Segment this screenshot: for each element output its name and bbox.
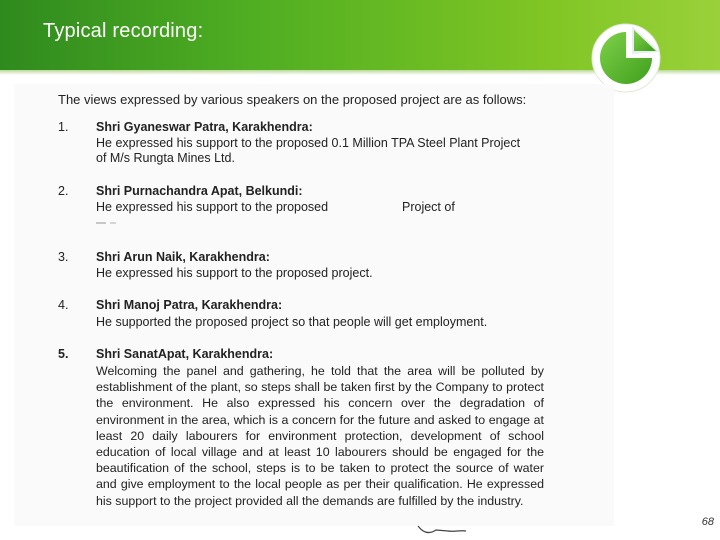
signature-mark <box>414 522 484 536</box>
scanned-document <box>14 84 614 526</box>
item-number: 5. <box>58 347 69 361</box>
item-speaker: Shri Purnachandra Apat, Belkundi: <box>96 184 303 198</box>
item-line: He expressed his support to the proposed project. <box>96 266 373 280</box>
item-speaker: Shri SanatApat, Karakhendra: <box>96 347 274 361</box>
item-number: 1. <box>58 120 69 134</box>
slide-title: Typical recording: <box>43 20 204 42</box>
item-line: of M/s Rungta Mines Ltd. <box>96 151 235 165</box>
item-number: 2. <box>58 184 69 198</box>
item-number: 4. <box>58 298 69 312</box>
document-intro: The views expressed by various speakers on the proposed project are as follows: <box>58 92 527 107</box>
page-number: 68 <box>701 516 714 528</box>
item-speaker: Shri Gyaneswar Patra, Karakhendra: <box>96 120 313 134</box>
item-number: 3. <box>58 250 69 264</box>
item-line: He expressed his support to the proposed 0.1 Million TPA Steel Plant Project <box>96 136 521 150</box>
item-speaker: Shri Arun Naik, Karakhendra: <box>96 250 270 264</box>
item-line: He expressed his support to the proposed <box>96 200 329 214</box>
item-line: Project of <box>402 200 455 214</box>
item-line: He supported the proposed project so that people will get employment. <box>96 315 488 329</box>
redacted-line <box>96 220 456 226</box>
item-speaker: Shri Manoj Patra, Karakhendra: <box>96 298 283 312</box>
item-paragraph: Welcoming the panel and gathering, he told that the area will be polluted by establishment of the plant, so steps shall be taken first by the Company to protect the environment. He also expressed his concern over the degradation of environment in the area, which is a concern for the future and asked to engage at least 20 daily labourers for environment protection, development of school education of local village and at least 10 labourers should be engaged for the beautification of the school, steps is to be taken to protect the source of water and give employment to the local people as per their qualification. He expressed his support to the project provided all the demands are fulfilled by the industry. <box>96 364 544 508</box>
